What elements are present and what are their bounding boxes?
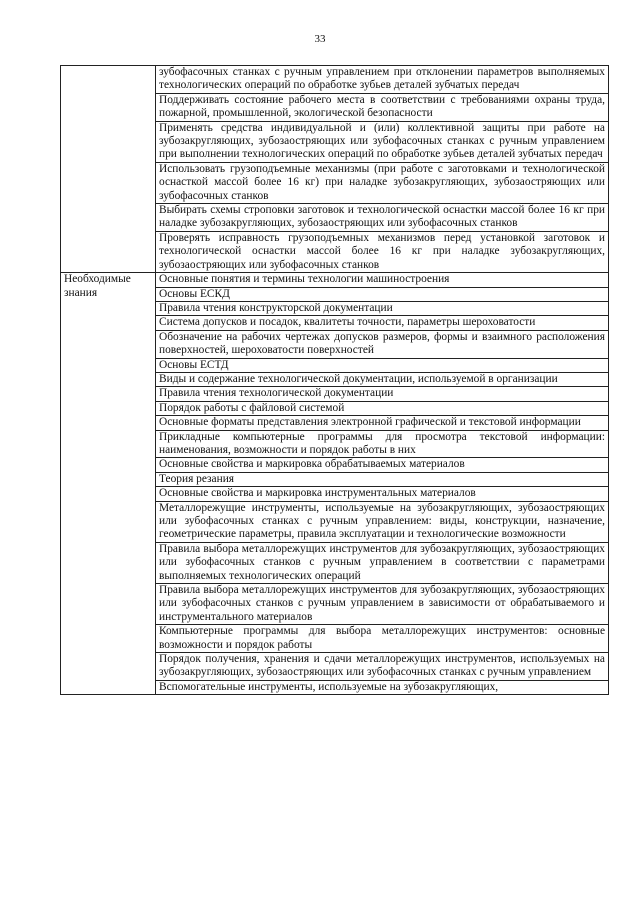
table-cell: Правила выбора металлорежущих инструментов для зубозакругляющих, зубозаостряющих или зубофасочных станков с ручным управлением в зависимости от обрабатываемого и инструментального материалов: [156, 584, 609, 625]
table-cell: Поддерживать состояние рабочего места в соответствии с требованиями охраны труда, пожарной, промышленной, экологической безопасности: [156, 93, 609, 121]
actions-section: [61, 66, 609, 273]
table-cell: Обозначение на рабочих чертежах допусков размеров, формы и взаимного расположения поверхностей, шероховатости поверхностей: [156, 330, 609, 358]
table-cell: Правила выбора металлорежущих инструментов для зубозакругляющих, зубозаостряющих или зубофасочных станков с ручным управлением в соответствии с параметрами выполняемых технологических операций: [156, 542, 609, 583]
table-cell: Прикладные компьютерные программы для просмотра текстовой информации: наименования, возможности и порядок работы в них: [156, 430, 609, 458]
table-cell: Основные свойства и маркировка инструментальных материалов: [156, 487, 609, 501]
table-cell: Основы ЕСКД: [156, 287, 609, 301]
knowledge-section: [61, 273, 609, 695]
table-cell: Основные понятия и термины технологии машиностроения: [156, 273, 609, 287]
table-cell: Теория резания: [156, 472, 609, 486]
table-cell: Система допусков и посадок, квалитеты точности, параметры шероховатости: [156, 316, 609, 330]
table-cell: Порядок получения, хранения и сдачи металлорежущих инструментов, используемых на зубозакругляющих, зубозаостряющих или зубофасочных станках с ручным управлением: [156, 653, 609, 681]
table-cell: Применять средства индивидуальной и (или) коллективной защиты при работе на зубозакругляющих, зубозаостряющих или зубофасочных станках с ручным управлением при выполнении технологических операций по обработке зубьев деталей зубчатых передач: [156, 121, 609, 162]
actions-label-cell: [61, 66, 156, 273]
table-row: [61, 66, 609, 94]
table-row: [61, 273, 609, 287]
table-cell: Выбирать схемы строповки заготовок и технологической оснастки массой более 16 кг при наладке зубозакругляющих, зубозаостряющих или зубофасочных станков: [156, 204, 609, 232]
table-cell: зубофасочных станках с ручным управлением при отклонении параметров выполняемых технологических операций по обработке зубьев деталей зубчатых передач: [156, 66, 609, 94]
table-cell: Проверять исправность грузоподъемных механизмов перед установкой заготовок и технологической оснастки массой более 16 кг при наладке зубозакругляющих, зубозаостряющих или зубофасочных станков: [156, 231, 609, 272]
requirements-table: [60, 65, 609, 695]
table-cell: Правила чтения технологической документации: [156, 387, 609, 401]
page-number: 33: [314, 33, 326, 45]
table-cell: Использовать грузоподъемные механизмы (при работе с заготовками и технологической оснасткой массой более 16 кг) при наладке зубозакругляющих, зубозаостряющих или зубофасочных станков: [156, 162, 609, 203]
table-cell: Основные свойства и маркировка обрабатываемых материалов: [156, 458, 609, 472]
knowledge-label-cell: [61, 273, 156, 695]
table-cell: Основные форматы представления электронной графической и текстовой информации: [156, 416, 609, 430]
table-cell: Вспомогательные инструменты, используемые на зубозакругляющих,: [156, 680, 609, 694]
table-cell: Правила чтения конструкторской документации: [156, 301, 609, 315]
table-cell: Виды и содержание технологической документации, используемой в организации: [156, 372, 609, 386]
table-cell: Основы ЕСТД: [156, 358, 609, 372]
section-label: Необходимые знания: [64, 273, 131, 299]
table-cell: Металлорежущие инструменты, используемые на зубозакругляющих, зубозаостряющих или зубофасочных станках с ручным управлением: виды, конструкции, назначение, геометрические параметры, правила эксплуатации и технологические возможности: [156, 501, 609, 542]
table-cell: Компьютерные программы для выбора металлорежущих инструментов: основные возможности и порядок работы: [156, 625, 609, 653]
table-cell: Порядок работы с файловой системой: [156, 401, 609, 415]
